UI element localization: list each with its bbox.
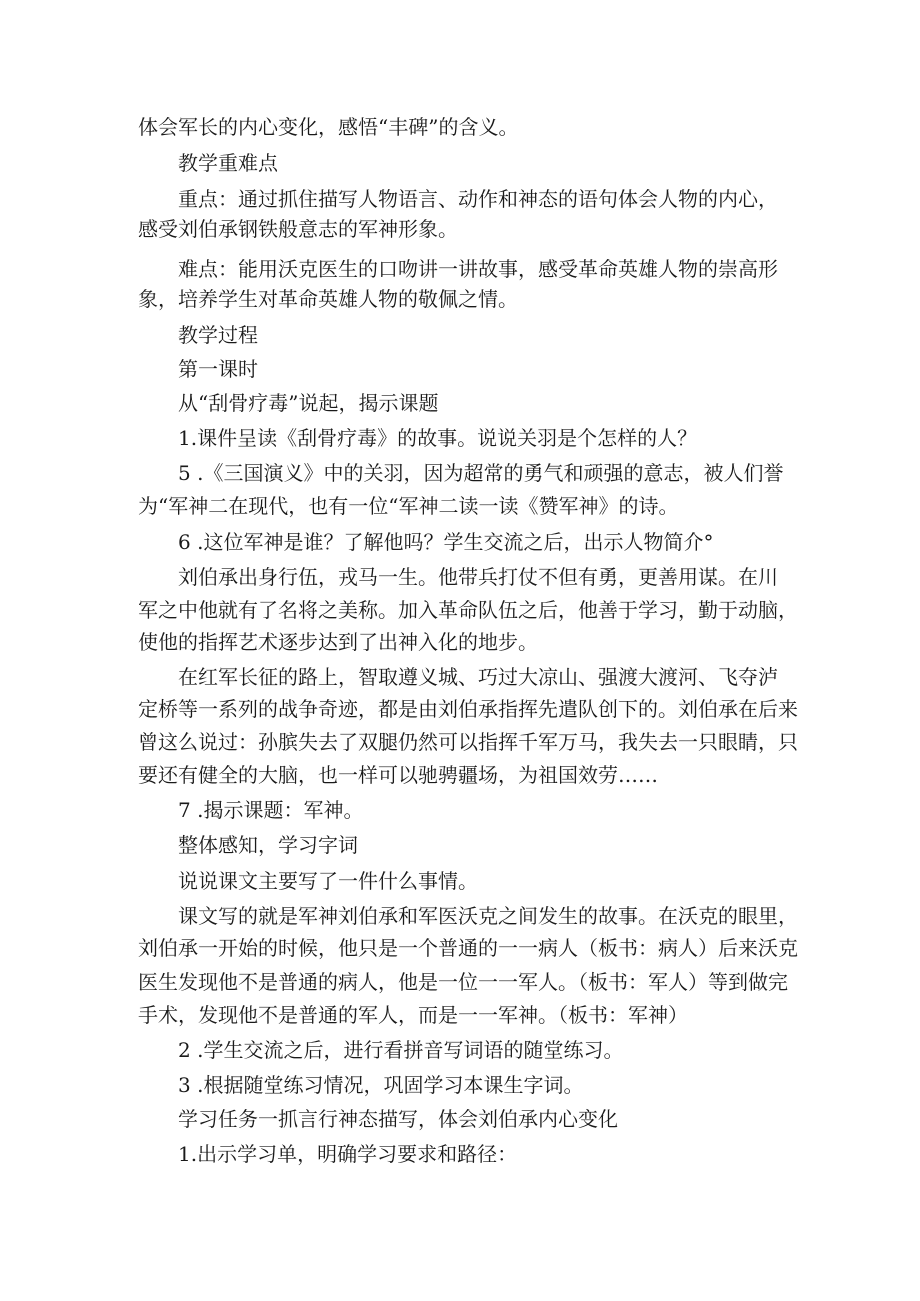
list-item: 5 .《三国演义》中的关羽，因为超常的勇气和顽强的意志，被人们誉	[178, 461, 784, 485]
text-line: 课文写的就是军神刘伯承和军医沃克之间发生的故事。在沃克的眼里，	[178, 904, 798, 928]
text-line: 体会军长的内心变化，感悟“丰碑”的含义。	[138, 115, 519, 139]
text-line: 刘伯承出身行伍，戎马一生。他带兵打仗不但有勇，更善用谋。在川	[178, 565, 778, 589]
list-item: 1.课件呈读《刮骨疗毒》的故事。说说关羽是个怎样的人？	[178, 426, 698, 450]
text-line: 象，培养学生对革命英雄人物的敬佩之情。	[138, 287, 518, 311]
section-heading: 学习任务一抓言行神态描写，体会刘伯承内心变化	[178, 1107, 618, 1131]
text-line: 在红军长征的路上，智取遵义城、巧过大凉山、强渡大渡河、飞夺泸	[178, 665, 778, 689]
text-line: 军之中他就有了名将之美称。加入革命队伍之后，他善于学习，勤于动脑，	[138, 598, 798, 622]
text-line: 使他的指挥艺术逐步达到了出神入化的地步。	[138, 630, 538, 654]
text-line: 为“军神二在现代，也有一位“军神二读一读《赞军神》的诗。	[138, 494, 679, 518]
text-line: 要还有健全的大脑，也一样可以驰骋疆场，为祖国效劳……	[138, 763, 658, 787]
list-item: 2 .学生交流之后，进行看拼音写词语的随堂练习。	[178, 1038, 624, 1062]
text-line: 说说课文主要写了一件什么事情。	[178, 869, 478, 893]
text-line: 刘伯承一开始的时候，他只是一个普通的一一病人（板书：病人）后来沃克	[138, 936, 798, 960]
text-line: 难点：能用沃克医生的口吻讲一讲故事，感受革命英雄人物的崇高形	[178, 257, 778, 281]
list-item: 3 .根据随堂练习情况，巩固学习本课生字词。	[178, 1073, 584, 1097]
text-line: 手术，发现他不是普通的军人，而是一一军神。（板书：军神）	[138, 1003, 688, 1027]
list-item: 1.出示学习单，明确学习要求和路径：	[178, 1142, 518, 1166]
text-line: 重点：通过抓住描写人物语言、动作和神态的语句体会人物的内心，	[178, 187, 778, 211]
text-line: 感受刘伯承钢铁般意志的军神形象。	[138, 217, 458, 241]
section-heading: 整体感知，学习字词	[178, 833, 358, 857]
list-item: 7 .揭示课题：军神。	[178, 798, 364, 822]
list-item: 6 .这位军神是谁？了解他吗？学生交流之后，出示人物简介°	[178, 530, 714, 554]
section-heading: 从“刮骨疗毒”说起，揭示课题	[178, 391, 439, 415]
text-line: 曾这么说过：孙膑失去了双腿仍然可以指挥千军万马，我失去一只眼睛，只	[138, 730, 798, 754]
section-heading: 教学过程	[178, 323, 258, 347]
section-heading: 教学重难点	[178, 151, 278, 175]
text-line: 定桥等一系列的战争奇迹，都是由刘伯承指挥先遣队创下的。刘伯承在后来	[138, 697, 798, 721]
section-heading: 第一课时	[178, 357, 258, 381]
text-line: 医生发现他不是普通的病人，他是一位一一军人。（板书：军人）等到做完	[138, 970, 788, 994]
